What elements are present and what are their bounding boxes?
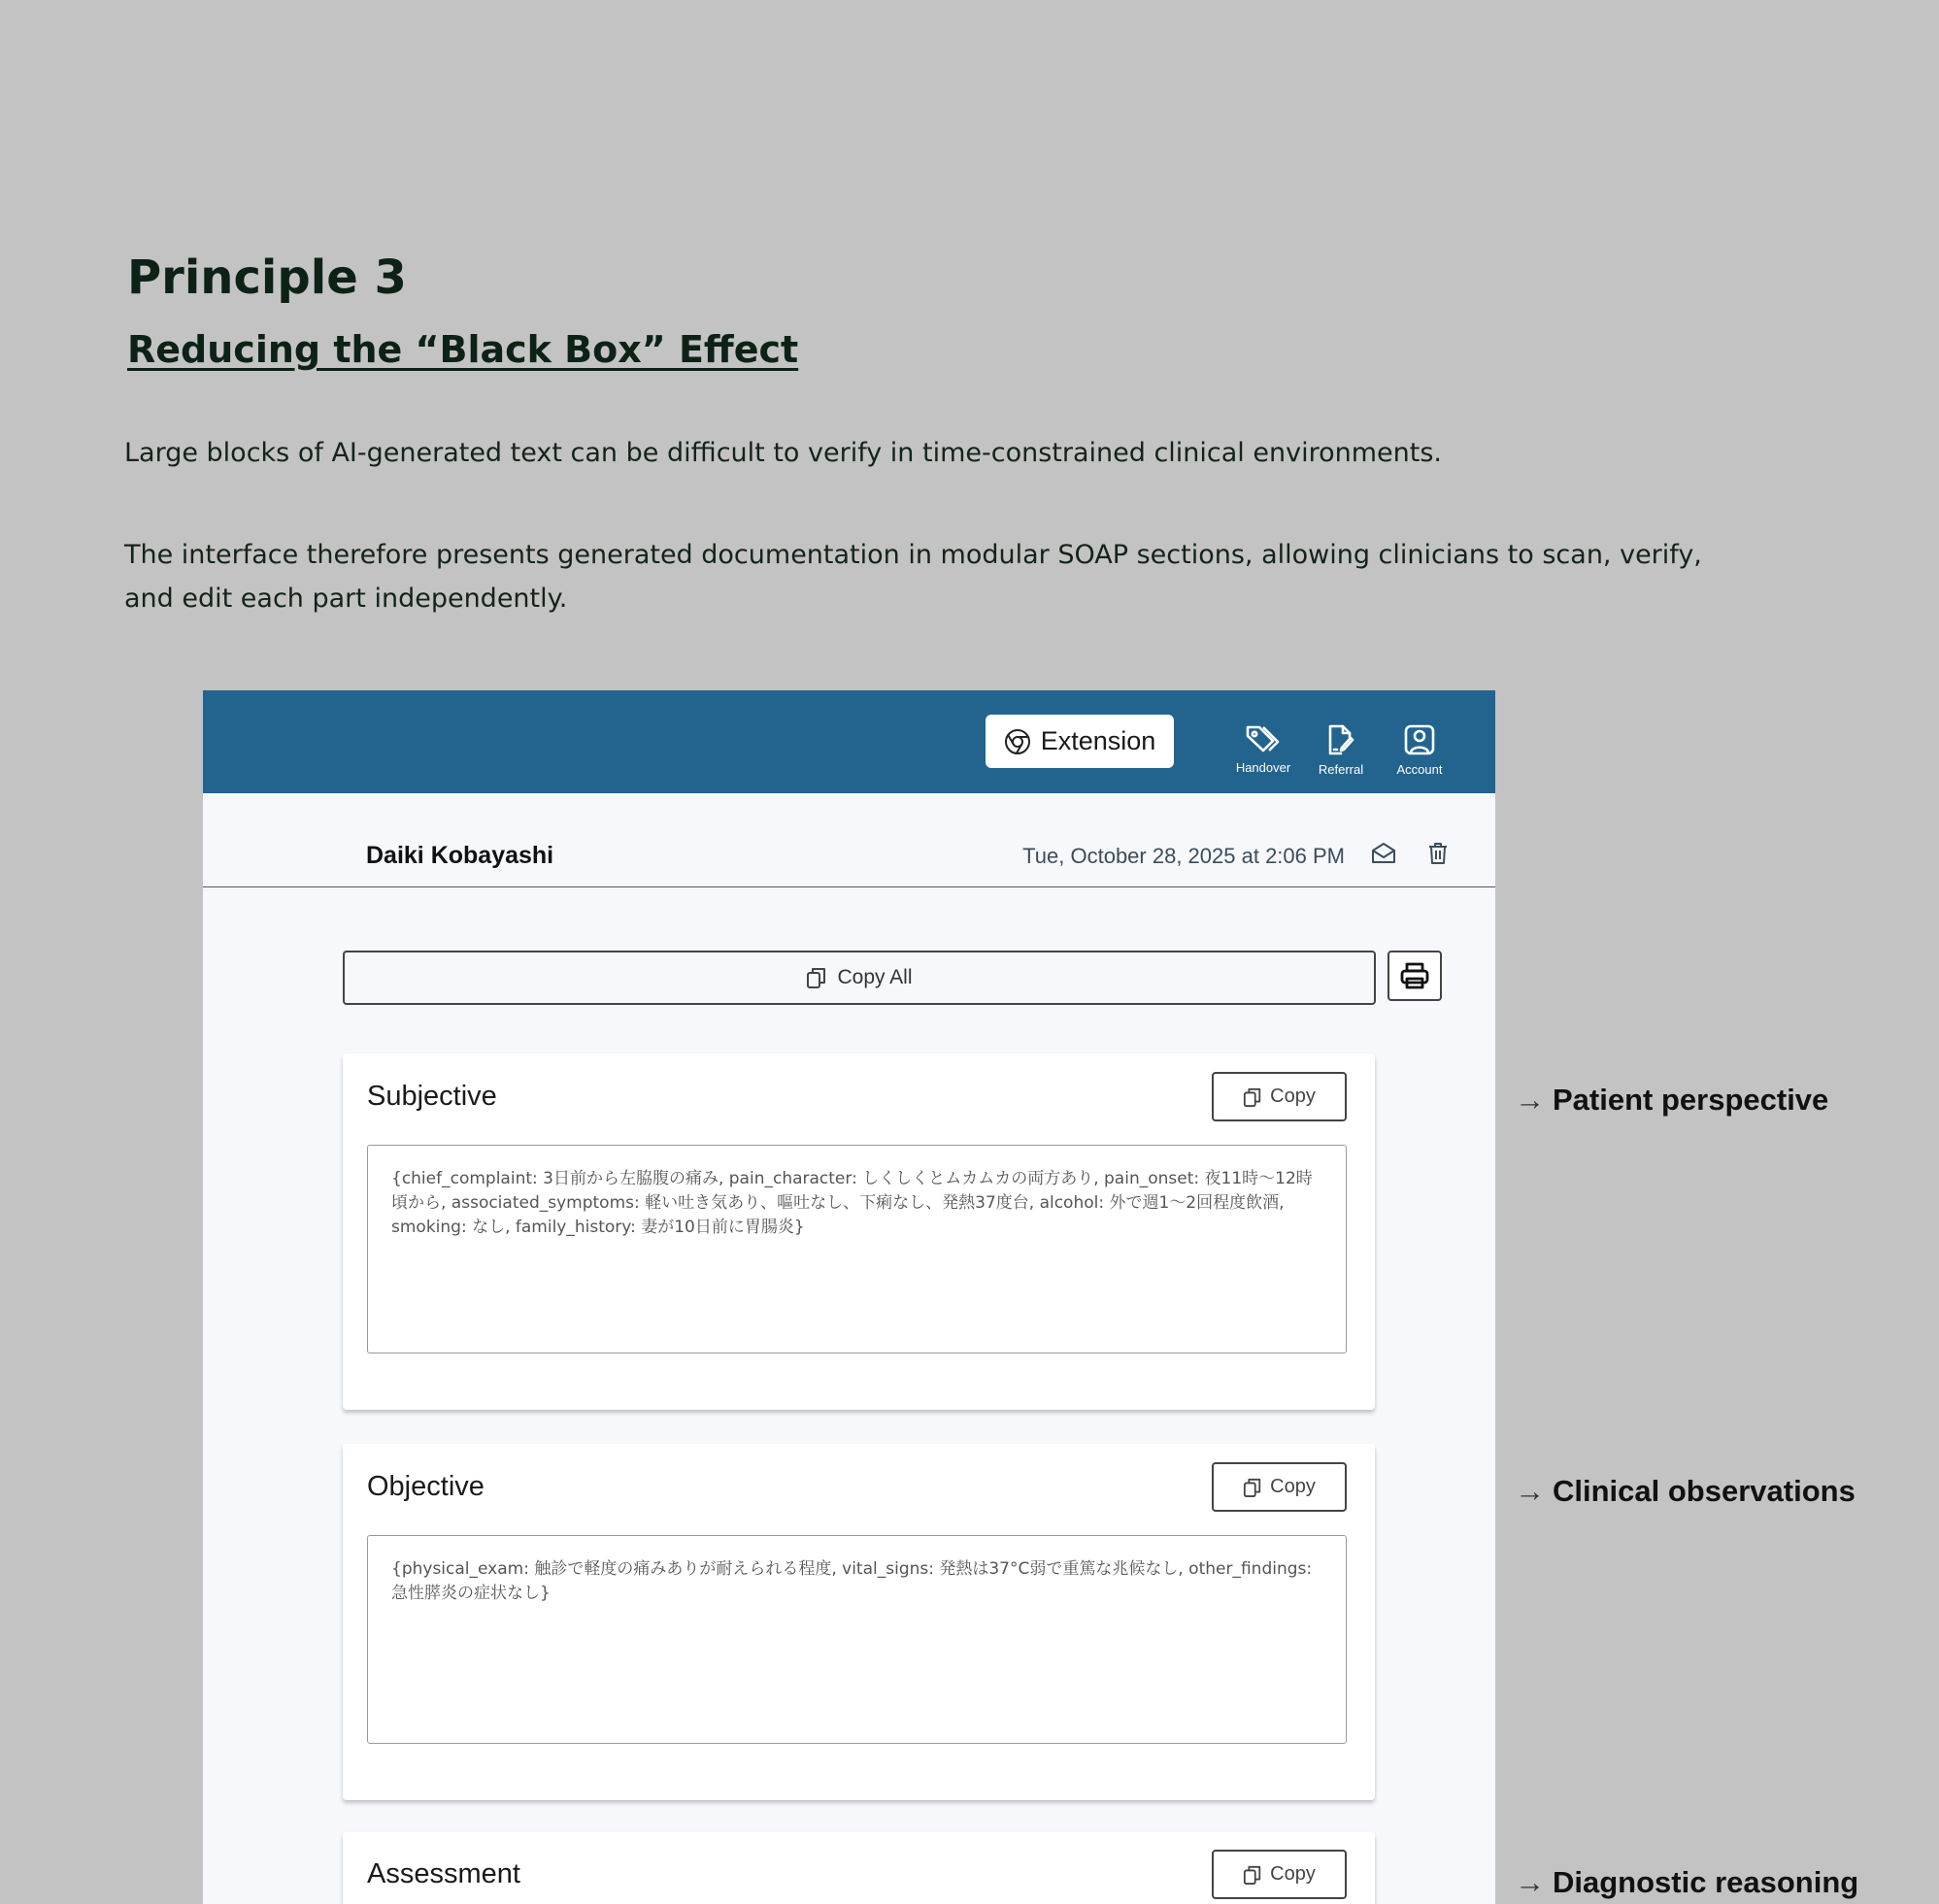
description-paragraph bbox=[124, 533, 1775, 620]
principle-subtitle: Reducing the “Black Box” Effect bbox=[127, 328, 799, 371]
annotation-assessment bbox=[1515, 1865, 1858, 1900]
soap-card-assessment bbox=[343, 1832, 1375, 1904]
copy-button-objective[interactable] bbox=[1212, 1462, 1347, 1512]
section-text-objective[interactable]: {physical_exam: 触診で軽度の痛みありが耐えられる程度, vital_signs: 発熱は37°C弱で重篤な兆候なし, other_findings: 急性膵炎の症状なし} bbox=[367, 1535, 1347, 1744]
top-bar bbox=[203, 690, 1495, 793]
copy-label: Copy bbox=[1270, 1863, 1316, 1885]
copy-all-button[interactable] bbox=[343, 951, 1376, 1005]
annotation-objective-label: Clinical observations bbox=[1553, 1474, 1855, 1508]
description-line-2: and edit each part independently. bbox=[124, 584, 568, 614]
printer-icon bbox=[1399, 961, 1430, 990]
nav-account-label: Account bbox=[1396, 762, 1443, 777]
nav-referral[interactable] bbox=[1302, 723, 1380, 777]
nav-handover-label: Handover bbox=[1235, 760, 1291, 775]
arrow-icon: → bbox=[1515, 1474, 1545, 1508]
description-line-1: The interface therefore presents generated documentation in modular SOAP sections, allowing clinicians to scan, verify, bbox=[124, 540, 1702, 570]
copy-all-label: Copy All bbox=[837, 966, 913, 988]
annotation-objective bbox=[1515, 1474, 1855, 1509]
copy-button-assessment[interactable] bbox=[1212, 1850, 1347, 1899]
copy-icon bbox=[1243, 1864, 1262, 1886]
copy-icon bbox=[1243, 1086, 1262, 1108]
mail-icon[interactable] bbox=[1371, 842, 1396, 865]
section-title-subjective: Subjective bbox=[367, 1081, 497, 1112]
section-title-objective: Objective bbox=[367, 1471, 485, 1502]
patient-name: Daiki Kobayashi bbox=[366, 842, 554, 869]
section-text-subjective[interactable]: {chief_complaint: 3日前から左脇腹の痛み, pain_character: しくしくとムカムカの両方あり, pain_onset: 夜11時〜12時頃から, associated_symptoms: 軽い吐き気あり、嘔吐なし、下痢なし、発熱37度台, alcohol: 外で週1〜2回程度飲酒, smoking: なし, family_history: 妻が10日前に胃腸炎} bbox=[367, 1145, 1347, 1353]
arrow-icon: → bbox=[1515, 1865, 1545, 1899]
annotation-assessment-label: Diagnostic reasoning bbox=[1553, 1865, 1859, 1899]
soap-card-objective bbox=[343, 1444, 1375, 1800]
note-timestamp: Tue, October 28, 2025 at 2:06 PM bbox=[1022, 844, 1345, 868]
chrome-icon bbox=[1004, 728, 1031, 755]
tags-icon bbox=[1244, 723, 1283, 754]
nav-referral-label: Referral bbox=[1318, 762, 1364, 777]
copy-button-subjective[interactable] bbox=[1212, 1072, 1347, 1121]
account-icon bbox=[1403, 723, 1436, 756]
nav-handover[interactable] bbox=[1224, 723, 1302, 775]
print-button[interactable] bbox=[1387, 951, 1442, 1001]
patient-header bbox=[203, 793, 1495, 887]
intro-paragraph: Large blocks of AI-generated text can be difficult to verify in time-constrained clinical environments. bbox=[124, 438, 1442, 468]
principle-heading: Principle 3 bbox=[127, 251, 407, 305]
extension-button[interactable] bbox=[986, 715, 1174, 768]
copy-label: Copy bbox=[1270, 1086, 1316, 1107]
arrow-icon: → bbox=[1515, 1083, 1545, 1117]
copy-icon bbox=[1243, 1477, 1262, 1498]
soap-card-subjective bbox=[343, 1053, 1375, 1410]
extension-label: Extension bbox=[1040, 726, 1156, 755]
annotation-subjective bbox=[1515, 1083, 1828, 1118]
section-title-assessment: Assessment bbox=[367, 1858, 520, 1889]
annotation-subjective-label: Patient perspective bbox=[1553, 1083, 1829, 1117]
app-window bbox=[203, 690, 1495, 1904]
trash-icon[interactable] bbox=[1427, 842, 1449, 865]
copy-label: Copy bbox=[1270, 1476, 1316, 1497]
edit-document-icon bbox=[1324, 723, 1357, 756]
copy-icon bbox=[806, 966, 827, 989]
nav-account[interactable] bbox=[1381, 723, 1458, 777]
